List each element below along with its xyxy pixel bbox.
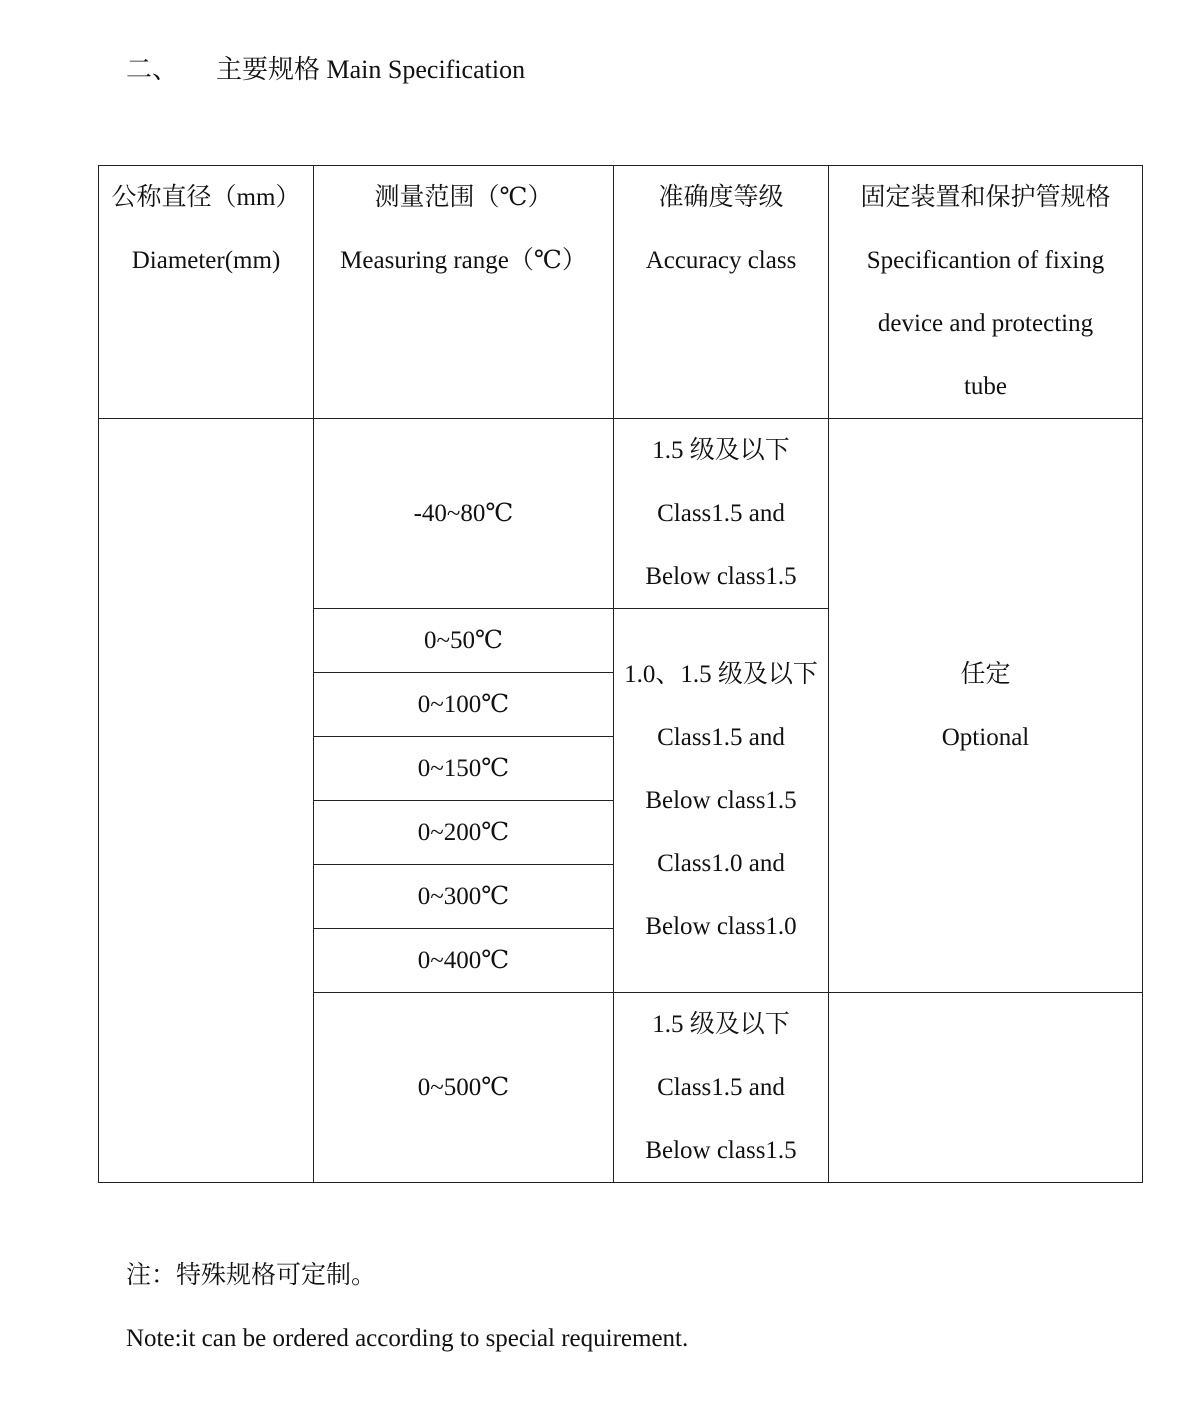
range-cell: 0~50℃	[314, 609, 614, 673]
diameter-cell	[99, 419, 314, 1183]
range-cell: 0~150℃	[314, 737, 614, 801]
range-cell: -40~80℃	[314, 419, 614, 609]
accuracy-en-1: Class1.5 and	[657, 724, 785, 751]
fixing-cn: 任定	[960, 660, 1011, 688]
accuracy-en-2: Below class1.5	[645, 563, 797, 590]
accuracy-en-3: Class1.0 and	[657, 850, 785, 877]
accuracy-cn: 1.5 级及以下	[652, 437, 790, 464]
header-diameter	[99, 166, 314, 419]
accuracy-en-4: Below class1.0	[645, 913, 797, 940]
header-fixing-cn: 固定装置和保护管规格	[860, 184, 1111, 211]
section-heading	[126, 52, 525, 88]
accuracy-cn: 1.5 级及以下	[652, 1011, 790, 1038]
accuracy-cell	[614, 609, 829, 993]
header-range-en: Measuring range（℃）	[340, 247, 587, 274]
note-cn: 注：特殊规格可定制。	[126, 1262, 377, 1289]
table-row	[99, 419, 1143, 609]
table-header-row	[99, 166, 1143, 419]
range-cell: 0~100℃	[314, 673, 614, 737]
header-fixing	[829, 166, 1143, 419]
section-title: 主要规格 Main Specification	[216, 55, 526, 84]
range-cell: 0~400℃	[314, 929, 614, 993]
header-accuracy	[614, 166, 829, 419]
range-cell: 0~500℃	[314, 993, 614, 1183]
fixing-en: Optional	[941, 723, 1030, 751]
header-accuracy-en: Accuracy class	[645, 247, 797, 274]
range-cell: 0~200℃	[314, 801, 614, 865]
header-diameter-cn: 公称直径（mm）	[111, 184, 301, 211]
spec-table	[98, 165, 1143, 1183]
header-range-cn: 测量范围（℃）	[374, 184, 553, 211]
section-number: 二、	[126, 55, 179, 84]
header-fixing-en-2: device and protecting	[877, 310, 1094, 337]
accuracy-en-2: Below class1.5	[645, 787, 797, 814]
accuracy-en-1: Class1.5 and	[657, 500, 785, 527]
accuracy-cell	[614, 419, 829, 609]
header-diameter-en: Diameter(mm)	[131, 247, 281, 274]
note-en: Note:it can be ordered according to special requirement.	[126, 1325, 689, 1352]
accuracy-cn: 1.0、1.5 级及以下	[624, 661, 818, 688]
fixing-cell-last	[829, 993, 1143, 1183]
header-range	[314, 166, 614, 419]
header-fixing-en-1: Specificantion of fixing	[866, 247, 1105, 274]
accuracy-en-2: Below class1.5	[645, 1137, 797, 1164]
accuracy-cell	[614, 993, 829, 1183]
fixing-cell	[829, 419, 1143, 993]
header-fixing-en-3: tube	[963, 373, 1008, 400]
accuracy-en-1: Class1.5 and	[657, 1074, 785, 1101]
range-cell: 0~300℃	[314, 865, 614, 929]
header-accuracy-cn: 准确度等级	[658, 184, 784, 211]
